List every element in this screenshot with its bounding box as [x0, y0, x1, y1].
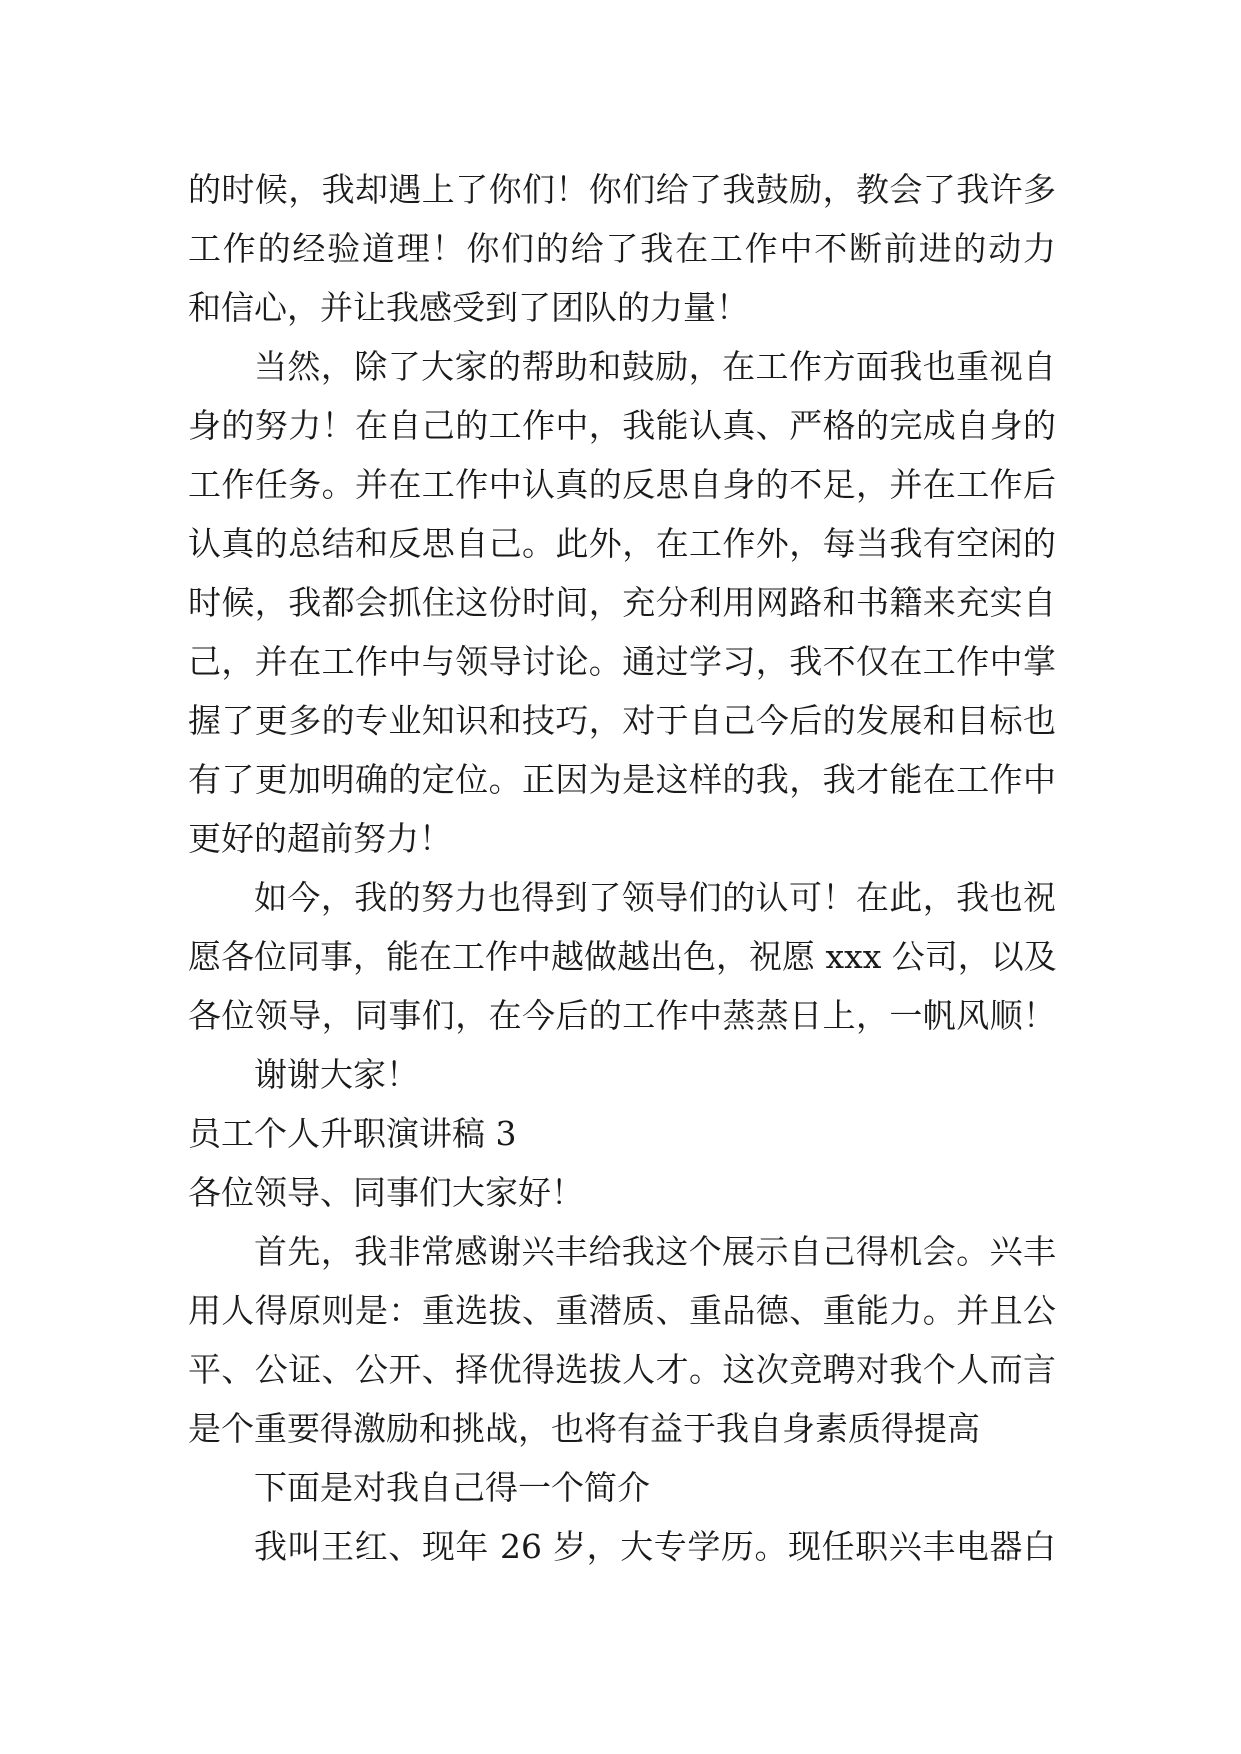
paragraph-line: 平、公证、公开、择优得选拔人才。这次竞聘对我个人而言 [188, 1350, 1056, 1389]
paragraph-4 [188, 1222, 1056, 1458]
paragraph-line: 工作的经验道理！你们的给了我在工作中不断前进的动力 [188, 229, 1056, 268]
paragraph-line: 握了更多的专业知识和技巧，对于自己今后的发展和目标也 [188, 701, 1056, 740]
paragraph-line: 有了更加明确的定位。正因为是这样的我，我才能在工作中 [188, 760, 1056, 799]
paragraph-line: 用人得原则是：重选拔、重潜质、重品德、重能力。并且公 [188, 1291, 1056, 1330]
last-line: 我叫王红、现年 26 岁，大专学历。现任职兴丰电器白 [254, 1527, 1056, 1566]
document-body [188, 160, 1056, 1576]
intro-line: 下面是对我自己得一个简介 [254, 1468, 650, 1507]
paragraph-line: 和信心，并让我感受到了团队的力量！ [188, 288, 749, 327]
paragraph-2 [188, 337, 1056, 868]
paragraph-line: 己，并在工作中与领导讨论。通过学习，我不仅在工作中掌 [188, 642, 1056, 681]
paragraph-line: 当然，除了大家的帮助和鼓励，在工作方面我也重视自 [254, 347, 1056, 386]
paragraph-line: 更好的超前努力！ [188, 819, 452, 858]
paragraph-line: 是个重要得激励和挑战，也将有益于我自身素质得提高 [188, 1409, 980, 1448]
paragraph-line: 的时候，我却遇上了你们！你们给了我鼓励，教会了我许多 [188, 170, 1056, 209]
paragraph-line: 愿各位同事，能在工作中越做越出色，祝愿 xxx 公司，以及 [188, 937, 1057, 976]
paragraph-1 [188, 160, 1056, 337]
paragraph-line: 如今，我的努力也得到了领导们的认可！在此，我也祝 [254, 878, 1056, 917]
paragraph-line: 各位领导，同事们，在今后的工作中蒸蒸日上，一帆风顺！ [188, 996, 1056, 1035]
paragraph-3 [188, 868, 1056, 1045]
greeting-line: 各位领导、同事们大家好！ [188, 1173, 584, 1212]
section-title: 员工个人升职演讲稿 3 [188, 1114, 517, 1153]
thanks-line: 谢谢大家！ [254, 1055, 419, 1094]
paragraph-line: 工作任务。并在工作中认真的反思自身的不足，并在工作后 [188, 465, 1056, 504]
paragraph-line: 身的努力！在自己的工作中，我能认真、严格的完成自身的 [188, 406, 1056, 445]
paragraph-line: 时候，我都会抓住这份时间，充分利用网路和书籍来充实自 [188, 583, 1056, 622]
paragraph-line: 首先，我非常感谢兴丰给我这个展示自己得机会。兴丰 [254, 1232, 1056, 1271]
paragraph-line: 认真的总结和反思自己。此外，在工作外，每当我有空闲的 [188, 524, 1056, 563]
